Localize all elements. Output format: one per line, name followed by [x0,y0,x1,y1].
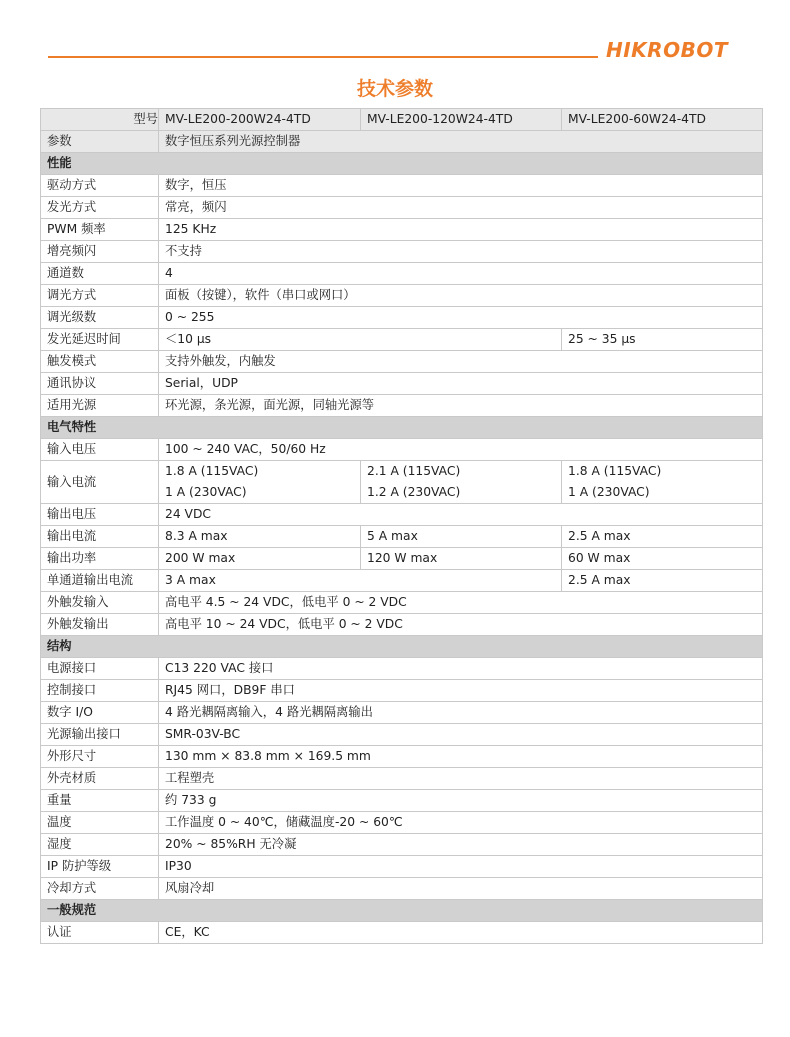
row-label: 外触发输入 [41,592,159,614]
value-line: 1.8 A (115VAC) [165,464,259,478]
row-value: 2.5 A max [562,526,763,548]
section-title: 结构 [41,636,763,658]
table-row [41,768,763,790]
model-name: MV-LE200-120W24-4TD [361,109,562,131]
row-label [41,461,159,504]
row-value: 24 VDC [159,504,763,526]
row-value: CE，KC [159,922,763,944]
row-value: 0 ~ 255 [159,307,763,329]
row-label: 单通道输出电流 [41,570,159,592]
row-label: 触发模式 [41,351,159,373]
row-label: 输出电流 [41,526,159,548]
row-value: 高电平 4.5 ~ 24 VDC，低电平 0 ~ 2 VDC [159,592,763,614]
row-value: 4 [159,263,763,285]
row-value: 200 W max [159,548,361,570]
table-row [41,329,763,351]
row-value: C13 220 VAC 接口 [159,658,763,680]
description-row [41,131,763,153]
row-label: 增亮频闪 [41,241,159,263]
model-name: MV-LE200-60W24-4TD [562,109,763,131]
row-value: 25 ~ 35 μs [562,329,763,351]
row-value: IP30 [159,856,763,878]
row-label: 通讯协议 [41,373,159,395]
row-value: 不支持 [159,241,763,263]
section-title: 电气特性 [41,417,763,439]
value-line: 1 A (230VAC) [165,485,247,499]
row-value: 120 W max [361,548,562,570]
row-value: 3 A max [159,570,562,592]
table-row [41,856,763,878]
table-row [41,219,763,241]
table-row [41,812,763,834]
row-value: 风扇冷却 [159,878,763,900]
table-row [41,285,763,307]
row-label: 冷却方式 [41,878,159,900]
model-row [41,109,763,131]
table-row [41,724,763,746]
spec-table [40,108,763,944]
table-row [41,878,763,900]
row-value: 支持外触发，内触发 [159,351,763,373]
row-value [562,461,763,504]
table-row [41,746,763,768]
row-value: Serial，UDP [159,373,763,395]
row-label: 输出功率 [41,548,159,570]
row-value: 125 KHz [159,219,763,241]
param-label: 参数 [41,131,159,153]
table-row [41,680,763,702]
row-value: 60 W max [562,548,763,570]
row-value [361,461,562,504]
row-value: 工作温度 0 ~ 40℃，储藏温度-20 ~ 60℃ [159,812,763,834]
table-row [41,592,763,614]
row-label: 适用光源 [41,395,159,417]
table-row [41,614,763,636]
row-label: 发光方式 [41,197,159,219]
row-value: 100 ~ 240 VAC，50/60 Hz [159,439,763,461]
table-row [41,526,763,548]
row-label: 温度 [41,812,159,834]
table-row [41,658,763,680]
section-structure [41,636,763,658]
section-title: 性能 [41,153,763,175]
row-label: 发光延迟时间 [41,329,159,351]
section-electrical [41,417,763,439]
table-row [41,241,763,263]
row-label: 驱动方式 [41,175,159,197]
row-label: 外触发输出 [41,614,159,636]
row-value: 8.3 A max [159,526,361,548]
table-row [41,351,763,373]
product-description: 数字恒压系列光源控制器 [159,131,763,153]
row-value: 4 路光耦隔离输入，4 路光耦隔离输出 [159,702,763,724]
row-value: 高电平 10 ~ 24 VDC，低电平 0 ~ 2 VDC [159,614,763,636]
section-title: 一般规范 [41,900,763,922]
section-general [41,900,763,922]
row-label: 湿度 [41,834,159,856]
table-row [41,504,763,526]
table-row [41,548,763,570]
row-label: 重量 [41,790,159,812]
table-row [41,263,763,285]
header-rule [48,56,598,58]
row-label: 电源接口 [41,658,159,680]
row-value: 环光源，条光源，面光源，同轴光源等 [159,395,763,417]
row-label: 外壳材质 [41,768,159,790]
table-row [41,307,763,329]
row-value: 20% ~ 85%RH 无冷凝 [159,834,763,856]
row-value: 常亮，频闪 [159,197,763,219]
table-row [41,834,763,856]
row-label-text: 输入电流 [47,474,97,489]
row-label: 调光方式 [41,285,159,307]
value-line: 1.8 A (115VAC) [568,464,662,478]
value-line: 1 A (230VAC) [568,485,650,499]
row-value: 130 mm × 83.8 mm × 169.5 mm [159,746,763,768]
row-value [159,461,361,504]
row-value: SMR-03V-BC [159,724,763,746]
table-row [41,395,763,417]
table-row [41,461,763,504]
row-value: 2.5 A max [562,570,763,592]
table-row [41,373,763,395]
row-value: ＜10 μs [159,329,562,351]
table-row [41,922,763,944]
table-row [41,790,763,812]
brand-logo: HIKROBOT [606,38,728,62]
section-performance [41,153,763,175]
row-label: 认证 [41,922,159,944]
value-line: 1.2 A (230VAC) [367,485,461,499]
value-line: 2.1 A (115VAC) [367,464,461,478]
row-label: PWM 频率 [41,219,159,241]
row-label: 输入电压 [41,439,159,461]
table-row [41,197,763,219]
row-label: 数字 I/O [41,702,159,724]
row-label: 控制接口 [41,680,159,702]
table-row [41,702,763,724]
table-row [41,439,763,461]
model-name: MV-LE200-200W24-4TD [159,109,361,131]
row-label: 输出电压 [41,504,159,526]
row-value: 数字，恒压 [159,175,763,197]
row-label: 光源输出接口 [41,724,159,746]
row-value: RJ45 网口，DB9F 串口 [159,680,763,702]
table-row [41,175,763,197]
row-label: 外形尺寸 [41,746,159,768]
row-label: 通道数 [41,263,159,285]
table-row [41,570,763,592]
row-value: 约 733 g [159,790,763,812]
model-label: 型号 [41,109,159,131]
row-value: 面板（按键），软件（串口或网口） [159,285,763,307]
page-title: 技术参数 [356,78,433,100]
row-value: 5 A max [361,526,562,548]
row-value: 工程塑壳 [159,768,763,790]
row-label: IP 防护等级 [41,856,159,878]
row-label: 调光级数 [41,307,159,329]
